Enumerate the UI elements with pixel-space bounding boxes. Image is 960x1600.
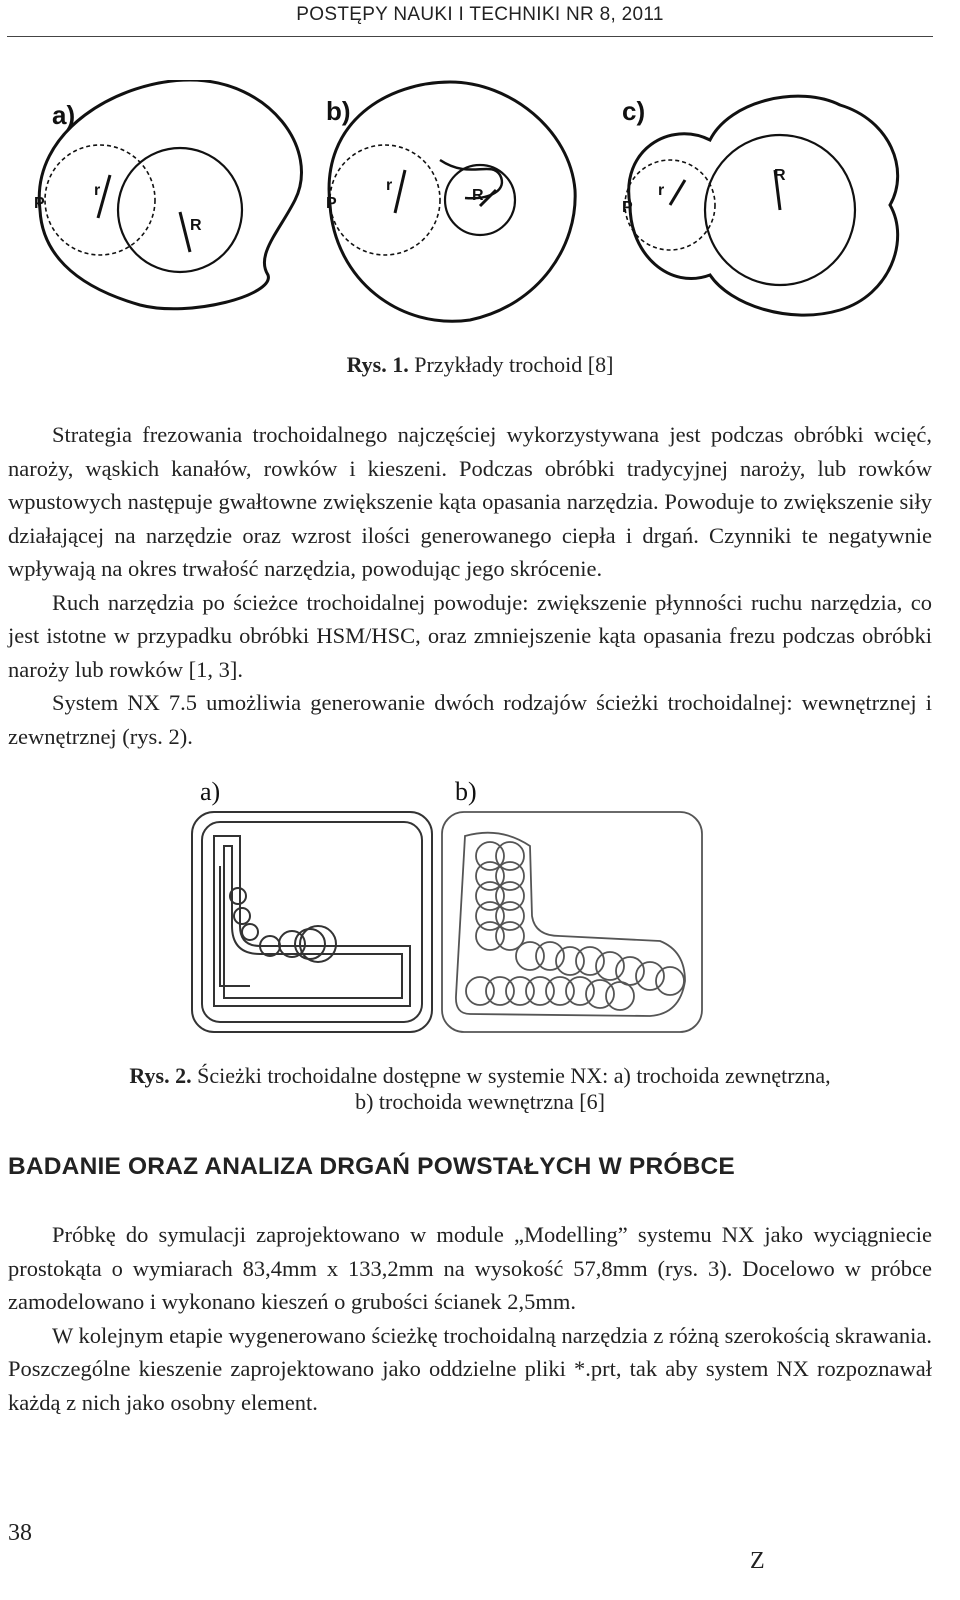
radius-r-c: [670, 180, 685, 205]
figure-2-nx-paths: [180, 776, 740, 1046]
paragraph-2-part-2: W kolejnym etapie wygenerowano ścieżkę trochoidalną narzędzia z różną szerokością skrawania. Poszczególne kieszenie zaprojektowano jako oddzielne pliki *.prt, tak aby system NX rozpoznawał każdą z nich jako osobny element.: [8, 1322, 932, 1415]
point-label-b: P: [326, 195, 337, 212]
paragraph-1-part-3: System NX 7.5 umożliwia generowanie dwóch rodzajów ścieżki trochoidalnej: wewnętrznej i zewnętrznej (rys. 2).: [8, 690, 932, 749]
small-radius-label-b: r: [386, 177, 393, 194]
small-circle-a: [45, 145, 155, 255]
figure-1-caption-text: Przykłady trochoid [8]: [408, 352, 614, 377]
paragraph-trochoidal-strategy: [8, 418, 932, 753]
panel-label-b: b): [326, 96, 351, 126]
radius-R-a: [180, 212, 190, 252]
paragraph-1-part-2: Ruch narzędzia po ścieżce trochoidalnej powoduje: zwiększenie płynności ruchu narzędzia, co jest istotne w przypadku obróbki HSM/HSC, oraz zmniejszenie kąta opasania frezu podczas obróbki naroży lub rowków [1, 3].: [8, 589, 932, 682]
large-radius-label-a: R: [190, 217, 202, 234]
point-label-a: P: [34, 195, 45, 212]
toolpath-a: [214, 836, 410, 1006]
panel-label-c: c): [622, 96, 646, 126]
figure-1-trochoids: [30, 80, 930, 350]
paragraph-2-part-1: Próbkę do symulacji zaprojektowano w module „Modelling” systemu NX jako wyciągniecie prostokąta o wymiarach 83,4mm x 133,2mm na wysokość 57,8mm (rys. 3). Docelowo w próbce zamodelowano i wykonano kieszeń o grubości ścianek 2,5mm.: [8, 1222, 932, 1314]
trochoid-curve-b: [329, 82, 575, 321]
large-radius-label-c: R: [774, 167, 786, 184]
corner-mark: Z: [750, 1548, 765, 1574]
pocket-wall-b: [456, 833, 685, 1016]
point-label-c: P: [622, 199, 633, 216]
figure-2-caption-prefix: Rys. 2.: [129, 1063, 192, 1088]
small-circle-b: [330, 145, 440, 255]
figure-2-caption-line-1: Ścieżki trochoidalne dostępne w systemie NX: a) trochoida zewnętrzna,: [191, 1063, 831, 1088]
small-radius-label-a: r: [94, 182, 101, 199]
trochoid-curve-a: [39, 80, 301, 309]
fig2-panel-label-a: a): [200, 777, 221, 806]
paragraph-1-part-1: Strategia frezowania trochoidalnego najczęściej wykorzystywana jest podczas obróbki wcięć, naroży, wąskich kanałów, rowków i kieszeni. Podczas obróbki tradycyjnej naroży, lub rowków wpustowych następuje gwałtowne zwiększenie kąta opasania narzędzia. Powoduje to zwiększenie siły działającej na narzędzie oraz wzrost ilości generowanego ciepła i drgań. Czynniki te negatywnie wpływają na okres trwałość narzędzia, powodując jego skrócenie.: [8, 422, 932, 581]
journal-header: POSTĘPY NAUKI I TECHNIKI NR 8, 2011: [296, 4, 664, 25]
figure-1-caption: [0, 352, 960, 378]
figure-2-caption: [0, 1063, 960, 1115]
figure-1-caption-prefix: Rys. 1.: [346, 352, 409, 377]
page-number: 38: [8, 1520, 32, 1546]
radius-r-b: [395, 170, 405, 213]
panel-label-a: a): [52, 100, 76, 130]
paragraph-sample-design: [8, 1218, 932, 1419]
fig2-panel-label-b: b): [455, 777, 477, 806]
section-heading: BADANIE ORAZ ANALIZA DRGAŃ POWSTAŁYCH W PRÓBCE: [8, 1153, 735, 1180]
large-circle-a: [118, 148, 242, 272]
small-radius-label-c: r: [658, 182, 665, 199]
large-radius-label-b: R: [472, 187, 484, 204]
header-rule: [7, 36, 933, 37]
figure-2-caption-line-2: b) trochoida wewnętrzna [6]: [355, 1089, 605, 1114]
